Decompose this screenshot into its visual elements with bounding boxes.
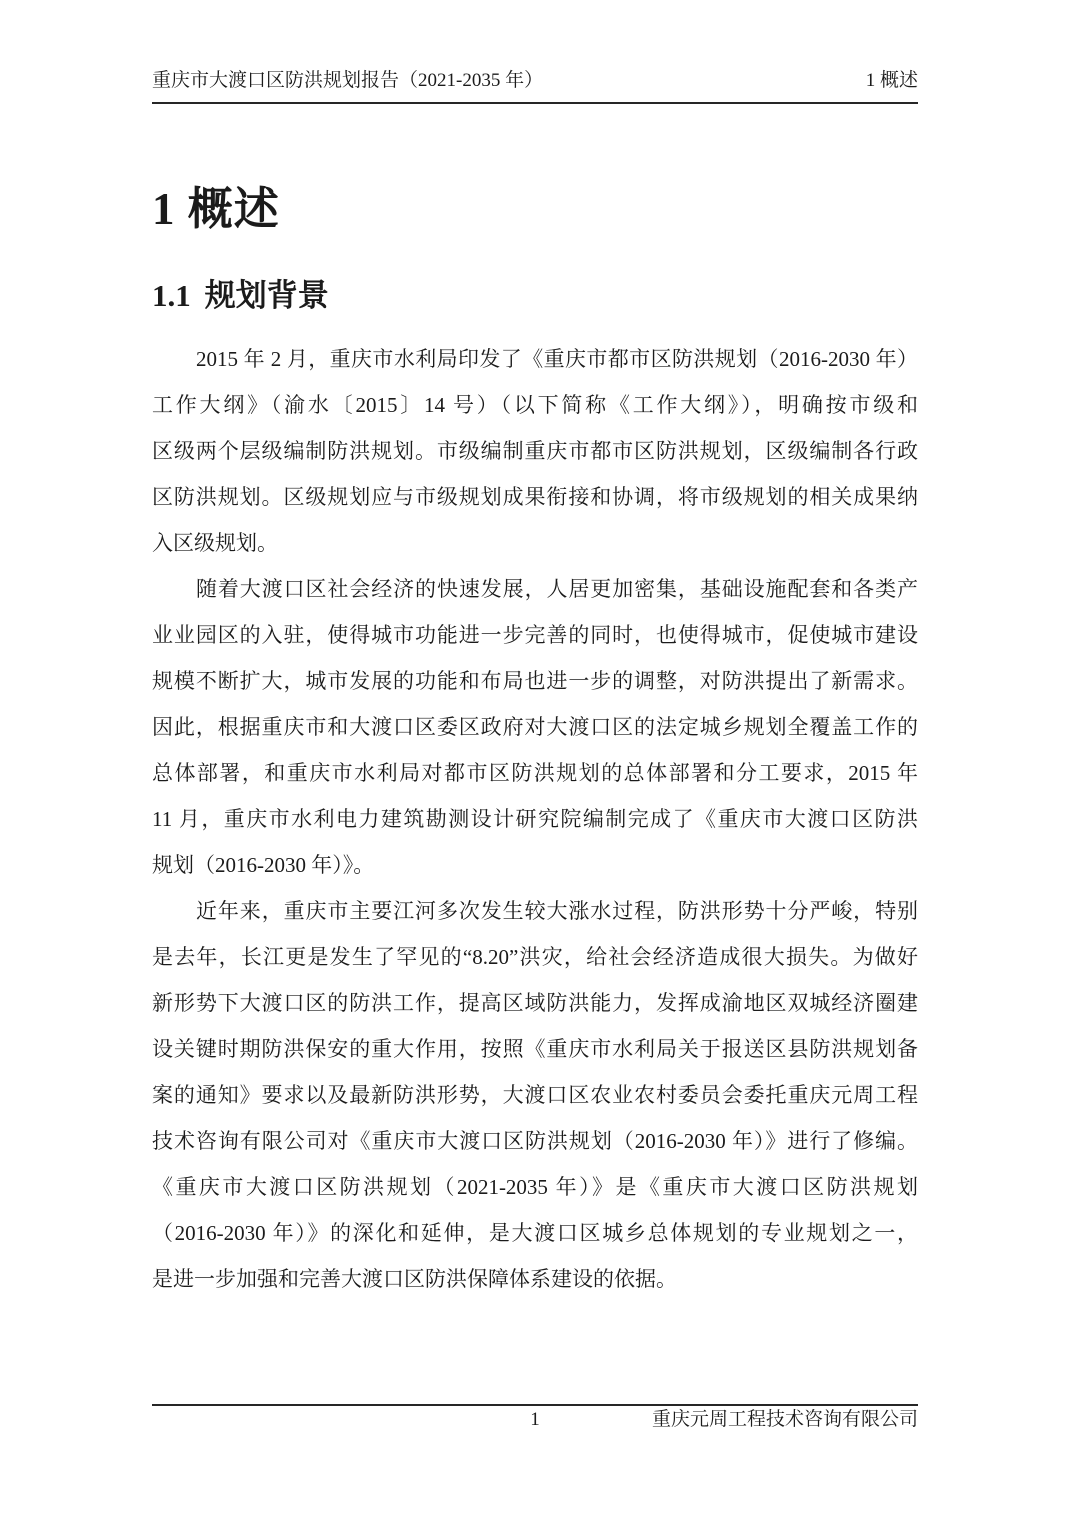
section-heading-text: 规划背景 [204,277,329,313]
header-document-title: 重庆市大渡口区防洪规划报告（2021-2035 年） [152,70,544,91]
paragraph-1-line: 区级两个层级编制防洪规划。市级编制重庆市都市区防洪规划，区级编制各行政 [152,439,918,463]
paragraph-1-line: 入区级规划。 [152,531,278,555]
paragraph-2-line: 随着大渡口区社会经济的快速发展，人居更加密集，基础设施配套和各类产 [196,577,918,601]
paragraph-1-line: 区防洪规划。区级规划应与市级规划成果衔接和协调，将市级规划的相关成果纳 [152,485,918,509]
paragraph-3-line: 是进一步加强和完善大渡口区防洪保障体系建设的依据。 [152,1267,677,1291]
footer-company-name: 重庆元周工程技术咨询有限公司 [651,1409,918,1430]
body-paragraphs [152,336,918,1302]
paragraph-3-line: 《重庆市大渡口区防洪规划（2021-2035 年）》是《重庆市大渡口区防洪规划 [152,1175,918,1199]
paragraph-1-line: 工作大纲》（渝水〔2015〕14 号）（以下简称《工作大纲》），明确按市级和 [152,393,918,417]
footer-rule [152,1404,918,1406]
paragraph-3-line: 是去年，长江更是发生了罕见的“8.20”洪灾，给社会经济造成很大损失。为做好 [152,945,918,969]
paragraph-3-line: 新形势下大渡口区的防洪工作，提高区域防洪能力，发挥成渝地区双城经济圈建 [152,991,918,1015]
header-chapter-ref: 1 概述 [865,70,918,91]
section-heading-number: 1.1 [152,277,191,313]
paragraph-2-line: 业业园区的入驻，使得城市功能进一步完善的同时，也使得城市，促使城市建设 [152,623,918,647]
paragraph-2-line: 规模不断扩大，城市发展的功能和布局也进一步的调整，对防洪提出了新需求。 [152,669,918,693]
header-rule [152,102,918,104]
paragraph-1-line: 2015 年 2 月，重庆市水利局印发了《重庆市都市区防洪规划（2016-2030 年） [196,347,918,371]
paragraph-3-line: （2016-2030 年）》的深化和延伸，是大渡口区城乡总体规划的专业规划之一， [152,1221,918,1245]
section-heading [152,275,329,317]
paragraph-2-line: 11 月，重庆市水利电力建筑勘测设计研究院编制完成了《重庆市大渡口区防洪 [152,807,918,831]
paragraph-2-line: 因此，根据重庆市和大渡口区委区政府对大渡口区的法定城乡规划全覆盖工作的 [152,715,918,739]
paragraph-2-line: 规划（2016-2030 年）》。 [152,853,375,877]
paragraph-3-line: 技术咨询有限公司对《重庆市大渡口区防洪规划（2016-2030 年）》进行了修编。 [152,1129,918,1153]
paragraph-2-line: 总体部署，和重庆市水利局对都市区防洪规划的总体部署和分工要求，2015 年 [152,761,918,785]
page-header [152,68,918,94]
chapter-title: 1 概述 [152,184,280,235]
paragraph-3-line: 近年来，重庆市主要江河多次发生较大涨水过程，防洪形势十分严峻，特别 [196,899,918,923]
footer-page-number: 1 [530,1409,540,1430]
paragraph-3-line: 设关键时期防洪保安的重大作用，按照《重庆市水利局关于报送区县防洪规划备 [152,1037,918,1061]
paragraph-3-line: 案的通知》要求以及最新防洪形势，大渡口区农业农村委员会委托重庆元周工程 [152,1083,918,1107]
